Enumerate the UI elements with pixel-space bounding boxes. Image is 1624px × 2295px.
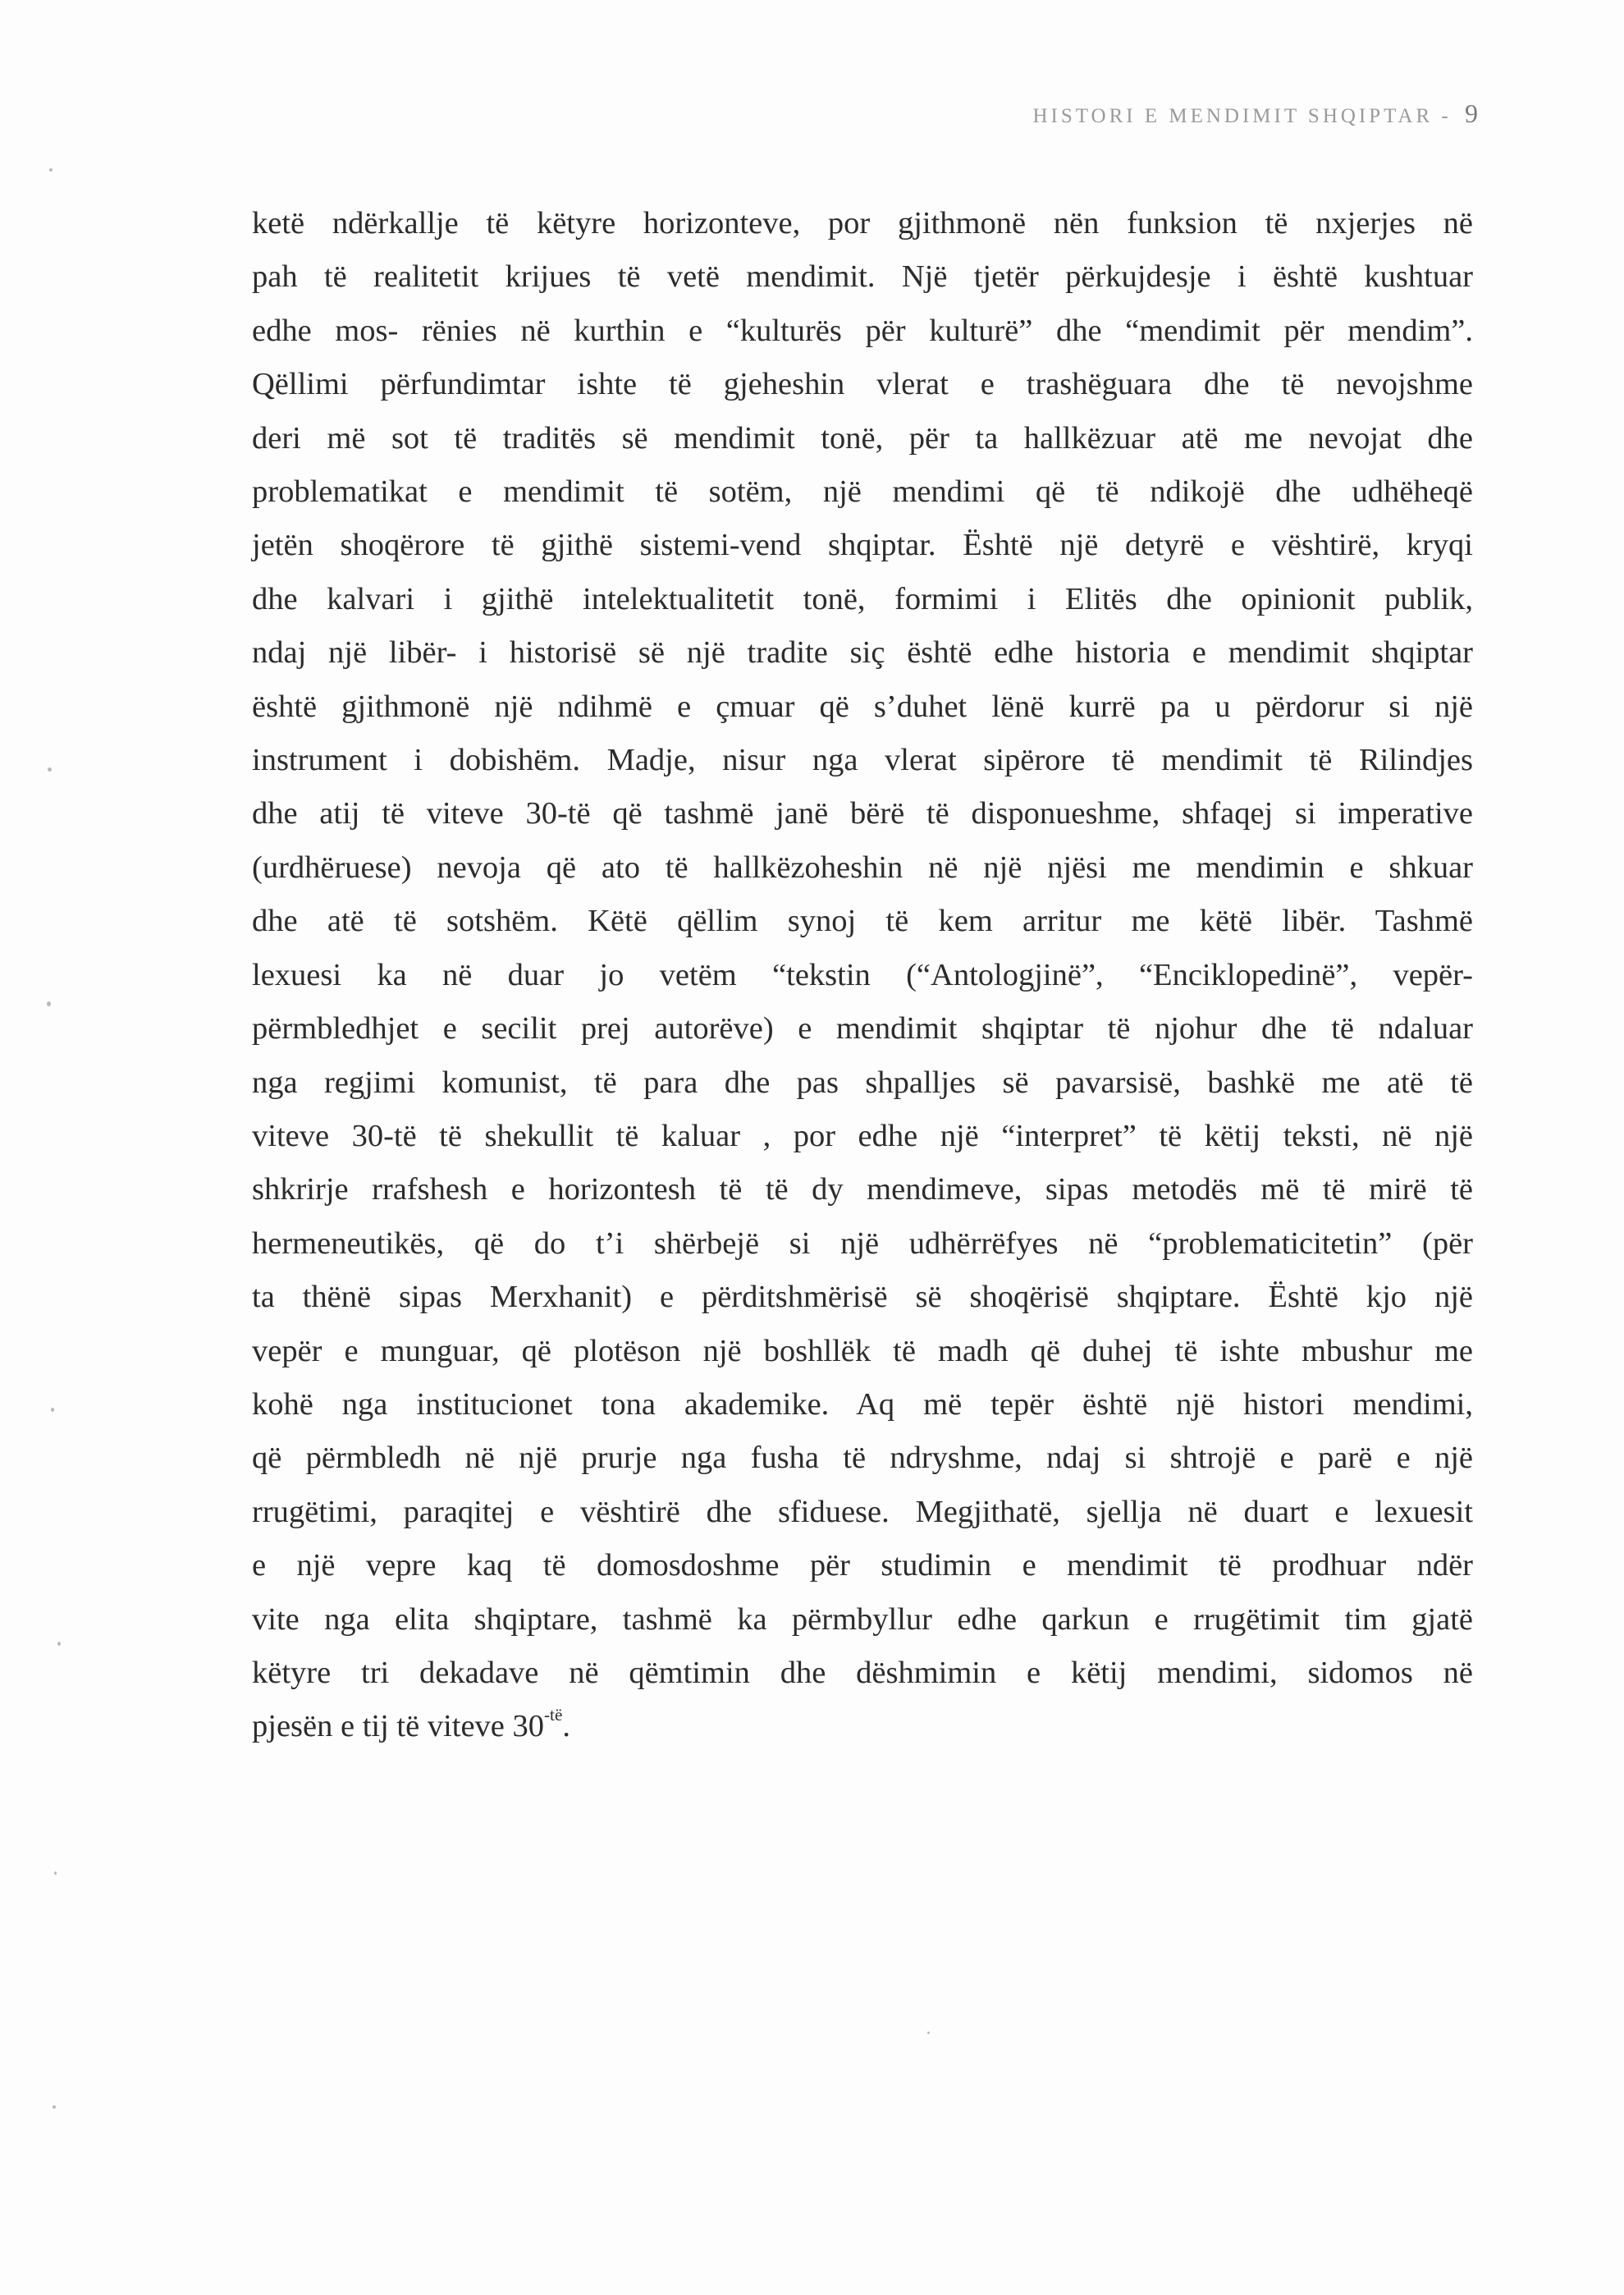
text-line: nga regjimi komunist, të para dhe pas shpalljes së pavarsisë, bashkë me atë të <box>252 1065 1473 1100</box>
text-line: deri më sot të traditës së mendimit tonë, për ta hallkëzuar atë me nevojat dhe <box>252 420 1473 456</box>
text-line: jetën shoqërore të gjithë sistemi-vend shqiptar. Është një detyrë e vështirë, kryqi <box>252 528 1473 563</box>
text-line: shkrirje rrafshesh e horizontesh të të dy mendimeve, sipas metodës më të mirë të <box>252 1172 1473 1207</box>
last-line-period: . <box>562 1709 570 1744</box>
text-line: dhe kalvari i gjithë intelektualitetit tonë, formimi i Elitës dhe opinionit publik, <box>252 581 1473 616</box>
text-line: pah të realitetit krijues të vetë mendimit. Një tjetër përkujdesje i është kushtuar <box>252 259 1473 295</box>
text-line: viteve 30-të të shekullit të kaluar , por edhe një “interpret” të këtij teksti, në një <box>252 1118 1473 1153</box>
text-line: këtyre tri dekadave në qëmtimin dhe dëshmimin e këtij mendimi, sidomos në <box>252 1655 1473 1690</box>
text-line: ketë ndërkallje të këtyre horizonteve, por gjithmonë nën funksion të nxjerjes në <box>252 206 1473 240</box>
text-line: rrugëtimi, paraqitej e vështirë dhe sfiduese. Megjithatë, sjellja në duart e lexuesit <box>252 1494 1473 1529</box>
last-line-text: pjesën e tij të viteve 30 <box>252 1709 545 1744</box>
text-line-last <box>252 1700 1473 1753</box>
ordinal-superscript: -të <box>544 1705 563 1725</box>
text-line: ndaj një libër- i historisë së një tradite siç është edhe historia e mendimit shqiptar <box>252 635 1473 671</box>
text-line: që përmbledh në një prurje nga fusha të ndryshme, ndaj si shtrojë e parë e një <box>252 1441 1473 1476</box>
text-line: (urdhëruese) nevoja që ato të hallkëzoheshin në një njësi me mendimin e shkuar <box>252 850 1473 885</box>
text-line: vite nga elita shqiptare, tashmë ka përmbyllur edhe qarkun e rrugëtimit tim gjatë <box>252 1601 1473 1637</box>
text-line: Qëllimi përfundimtar ishte të gjeheshin vlerat e trashëguara dhe të nevojshme <box>252 367 1473 402</box>
text-line: ta thënë sipas Merxhanit) e përditshmërisë së shoqërisë shqiptare. Është kjo një <box>252 1280 1473 1315</box>
text-line: instrument i dobishëm. Madje, nisur nga vlerat sipërore të mendimit të Rilindjes <box>252 743 1473 778</box>
body-paragraph <box>252 197 1473 1754</box>
text-line: vepër e munguar, që plotëson një boshllëk të madh që duhej të ishte mbushur me <box>252 1333 1473 1368</box>
text-line: edhe mos- rënies në kurthin e “kulturës për kulturë” dhe “mendimit për mendim”. <box>252 313 1473 348</box>
text-line: përmbledhjet e secilit prej autorëve) e mendimit shqiptar të njohur dhe të ndaluar <box>252 1011 1473 1047</box>
text-line: problematikat e mendimit të sotëm, një mendimi që të ndikojë dhe udhëheqë <box>252 474 1473 510</box>
text-line: është gjithmonë një ndihmë e çmuar që s’duhet lënë kurrë pa u përdorur si një <box>252 689 1473 724</box>
text-line: lexuesi ka në duar jo vetëm “tekstin (“Antologjinë”, “Enciklopedinë”, vepër- <box>252 957 1473 992</box>
running-header <box>1032 98 1478 129</box>
text-line: dhe atij të viteve 30-të që tashmë janë bërë të disponueshme, shfaqej si imperative <box>252 796 1473 831</box>
text-line: dhe atë të sotshëm. Këtë qëllim synoj të kem arritur me këtë libër. Tashmë <box>252 904 1473 939</box>
text-line: hermeneutikës, që do t’i shërbejë si një udhërrëfyes në “problematicitetin” (për <box>252 1225 1473 1261</box>
text-line: kohë nga institucionet tona akademike. Aq më tepër është një histori mendimi, <box>252 1386 1473 1422</box>
page-number: 9 <box>1465 98 1478 128</box>
text-line: e një vepre kaq të domosdoshme për studimin e mendimit të prodhuar ndër <box>252 1548 1473 1583</box>
running-title: HISTORI E MENDIMIT SHQIPTAR - <box>1032 105 1452 127</box>
